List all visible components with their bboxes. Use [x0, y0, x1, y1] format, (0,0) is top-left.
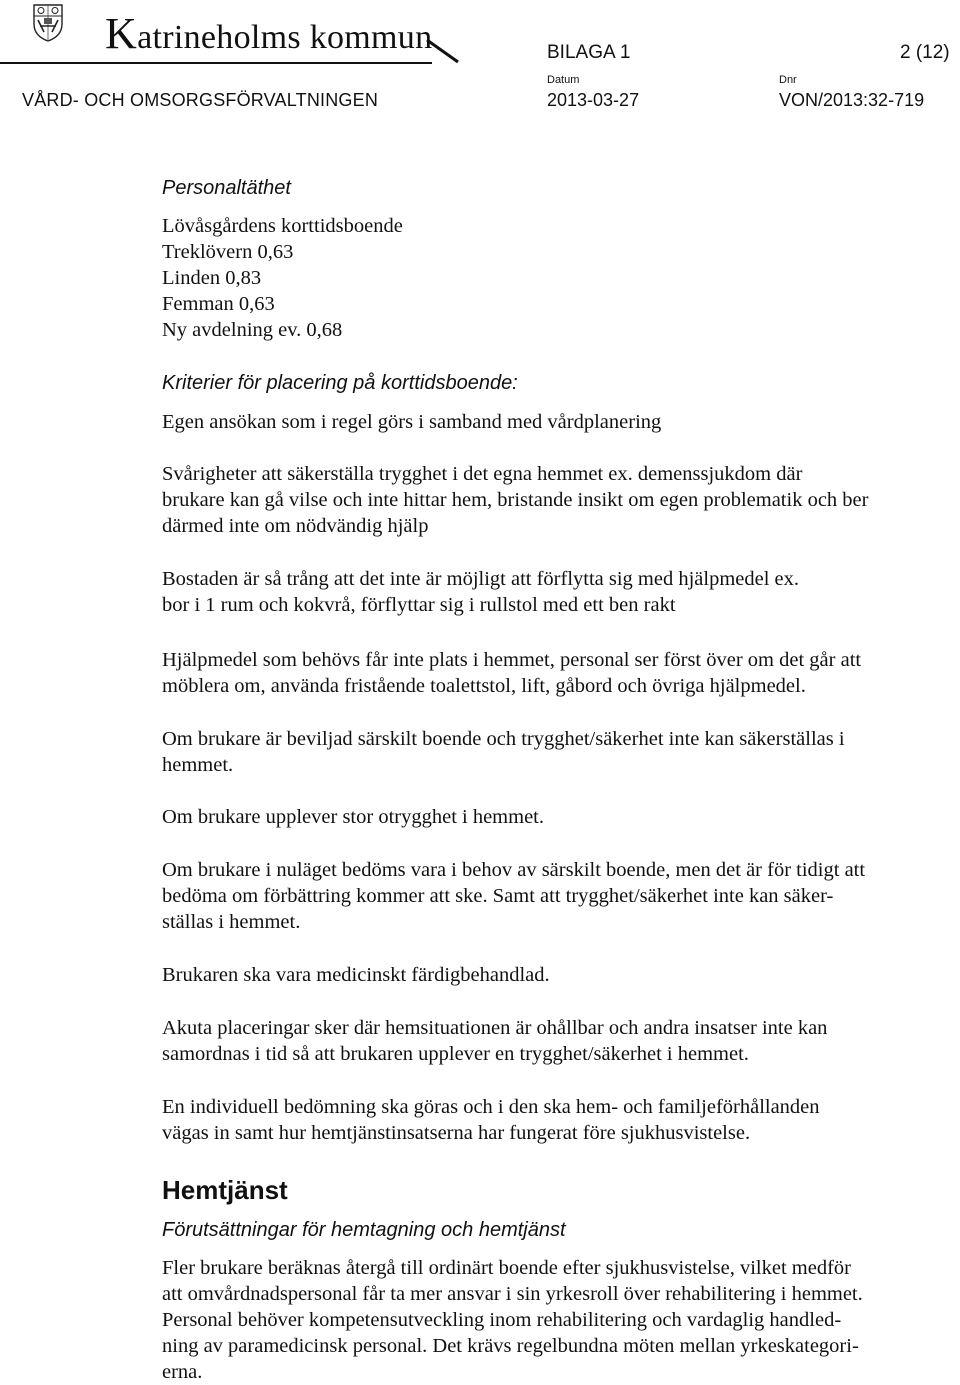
paragraph-line: samordnas i tid så att brukaren upplever en trygghet/säkerhet i hemmet. — [162, 1043, 749, 1065]
paragraph-line: därmed inte om nödvändig hjälp — [162, 515, 429, 537]
paragraph-line: Akuta placeringar sker där hemsituationen är ohållbar och andra insatser inte kan — [162, 1017, 828, 1039]
date-value: 2013-03-27 — [547, 90, 640, 110]
paragraph-line: Svårigheter att säkerställa trygghet i det egna hemmet ex. demenssjukdom där — [162, 463, 803, 485]
staffing-line: Ny avdelning ev. 0,68 — [162, 319, 343, 341]
criteria-paragraph — [162, 647, 952, 699]
paragraph-line: Om brukare upplever stor otrygghet i hemmet. — [162, 806, 544, 828]
criteria-paragraph — [162, 409, 952, 435]
paragraph-line: En individuell bedömning ska göras och i den ska hem- och familjeförhållanden — [162, 1096, 820, 1118]
staffing-line: Treklövern 0,63 — [162, 241, 294, 263]
home-care-heading: Hemtjänst — [162, 1175, 288, 1205]
reference-number-label: Dnr — [779, 74, 797, 86]
header-rule — [0, 62, 432, 64]
municipality-coat-of-arms-logo — [33, 4, 63, 42]
paragraph-line: brukare kan gå vilse och inte hittar hem, bristande insikt om egen problematik och ber — [162, 489, 869, 511]
staffing-line: Lövåsgårdens korttidsboende — [162, 215, 403, 237]
home-care-subheading: Förutsättningar för hemtagning och hemtjänst — [162, 1219, 566, 1241]
criteria-paragraph — [162, 962, 952, 988]
paragraph-line: att omvårdnadspersonal får ta mer ansvar i sin yrkesroll över rehabilitering i hemmet. — [162, 1283, 863, 1305]
criteria-paragraph — [162, 461, 952, 539]
paragraph-line: Om brukare är beviljad särskilt boende och trygghet/säkerhet inte kan säkerställas i — [162, 728, 845, 750]
criteria-paragraph — [162, 857, 952, 935]
staffing-heading: Personaltäthet — [162, 177, 291, 199]
organization-name — [105, 9, 433, 58]
paragraph-line: hemmet. — [162, 754, 234, 776]
paragraph-line: ställas i hemmet. — [162, 911, 301, 933]
paragraph-line: Fler brukare beräknas återgå till ordinärt boende efter sjukhusvistelse, vilket medför — [162, 1257, 851, 1279]
criteria-paragraph — [162, 566, 952, 618]
staffing-line: Femman 0,63 — [162, 293, 275, 315]
paragraph-line: Personal behöver kompetensutveckling inom rehabilitering och vardaglig handled- — [162, 1309, 842, 1331]
paragraph-line: möblera om, använda fristående toalettstol, lift, gåbord och övriga hjälpmedel. — [162, 675, 806, 697]
staffing-line: Linden 0,83 — [162, 267, 262, 289]
reference-number-value: VON/2013:32-719 — [779, 90, 925, 110]
department-name: VÅRD- OCH OMSORGSFÖRVALTNINGEN — [22, 90, 379, 110]
home-care-paragraph — [162, 1255, 952, 1385]
date-label: Datum — [547, 74, 580, 86]
paragraph-line: ning av paramedicinsk personal. Det krävs regelbundna möten mellan yrkeskategori- — [162, 1335, 859, 1357]
paragraph-line: Bostaden är så trång att det inte är möjligt att förflytta sig med hjälpmedel ex. — [162, 568, 800, 590]
paragraph-line: Egen ansökan som i regel görs i samband med vårdplanering — [162, 411, 662, 433]
criteria-paragraph — [162, 726, 952, 778]
staffing-list — [162, 213, 952, 343]
page-number: 2 (12) — [900, 42, 950, 63]
paragraph-line: Om brukare i nuläget bedöms vara i behov av särskilt boende, men det är för tidigt att — [162, 859, 866, 881]
paragraph-line: vägas in samt hur hemtjänstinsatserna har fungerat före sjukhusvistelse. — [162, 1122, 751, 1144]
criteria-heading: Kriterier för placering på korttidsboende: — [162, 372, 518, 394]
paragraph-line: bedöma om förbättring kommer att ske. Samt att trygghet/säkerhet inte kan säker- — [162, 885, 834, 907]
paragraph-line: erna. — [162, 1361, 203, 1383]
paragraph-line: Brukaren ska vara medicinskt färdigbehandlad. — [162, 964, 550, 986]
criteria-paragraph — [162, 1094, 952, 1146]
attachment-label: BILAGA 1 — [547, 42, 631, 63]
organization-name-initial: K — [105, 9, 138, 58]
criteria-paragraph — [162, 804, 952, 830]
paragraph-line: Hjälpmedel som behövs får inte plats i hemmet, personal ser först över om det går att — [162, 649, 862, 671]
criteria-paragraph — [162, 1015, 952, 1067]
header-rule-swoosh — [425, 40, 461, 64]
paragraph-line: bor i 1 rum och kokvrå, förflyttar sig i rullstol med ett ben rakt — [162, 594, 676, 616]
organization-name-rest: atrineholms kommun — [137, 19, 433, 56]
